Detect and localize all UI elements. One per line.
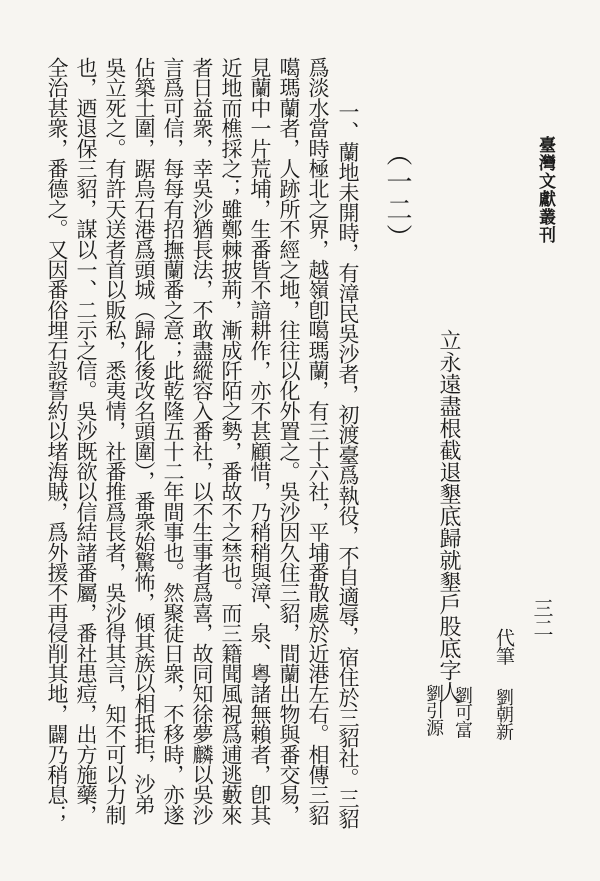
scribe-name: 劉朝新 (493, 688, 514, 740)
signatory-name: 劉可富 (452, 686, 473, 738)
body-line: 見蘭中一片荒埔，生番皆不諳耕作，亦不甚顧惜，乃稍稍與漳、泉、粵諸無賴者，卽其 (248, 57, 272, 825)
body-line: 也，迺退保三貂，謀以一、二示之信。吳沙既欲以信結諸番屬，番社患痘，出方施藥， (74, 57, 98, 825)
body-line: 者日益衆，幸吳沙猶長法，不敢盡縱容入番社，以不生事者爲喜，故同知徐夢麟以吳沙 (190, 57, 214, 825)
series-title: 臺灣文獻叢刊 (535, 136, 555, 244)
body-line: 爲淡水當時極北之界，越嶺卽噶瑪蘭，有三十六社，平埔番散處於近港左右。相傳三貂 (306, 57, 330, 825)
section-number: （一二） (382, 140, 412, 252)
body-line: 吳立死之。有許天送者首以販私，悉夷情，社番推爲長者，吳沙得其言，知不可以力制 (103, 57, 127, 825)
scribe-label: 代筆 (493, 628, 515, 665)
body-line: 一、蘭地未開時，有漳民吳沙者，初渡臺爲執役，不自適辱，宿住於三貂社。三貂 (336, 101, 360, 829)
body-line: 近地而樵採之；雖鄭棘披荊，漸成阡陌之勢，番故不之禁也。而三籍聞風視爲逋逃藪來 (219, 57, 243, 825)
body-line: 全治甚衆，番德之。又因番俗埋石設誓約以堵海賊，爲外援不再侵削其地，闢乃稍息； (45, 57, 69, 825)
page-number: 三二 (530, 598, 554, 637)
signatory-name: 劉引源 (423, 684, 444, 736)
body-line: 噶瑪蘭者，人跡所不經之地，往往以化外置之。吳沙因久住三貂，間蘭出物與番交易， (277, 57, 301, 825)
document-title: 立永遠盡根截退墾底歸就墾戶股底字人 (436, 329, 461, 703)
body-line: 佔築土圍，踞烏石港爲頭城（歸化後改名頭圍），番衆始驚怖，傾其族以相抵拒，沙弟 (132, 57, 156, 815)
body-line: 言爲可信，每每有招撫蘭番之意；此乾隆五十二年間事也。然聚徒日衆，不移時，亦遂 (161, 57, 185, 825)
